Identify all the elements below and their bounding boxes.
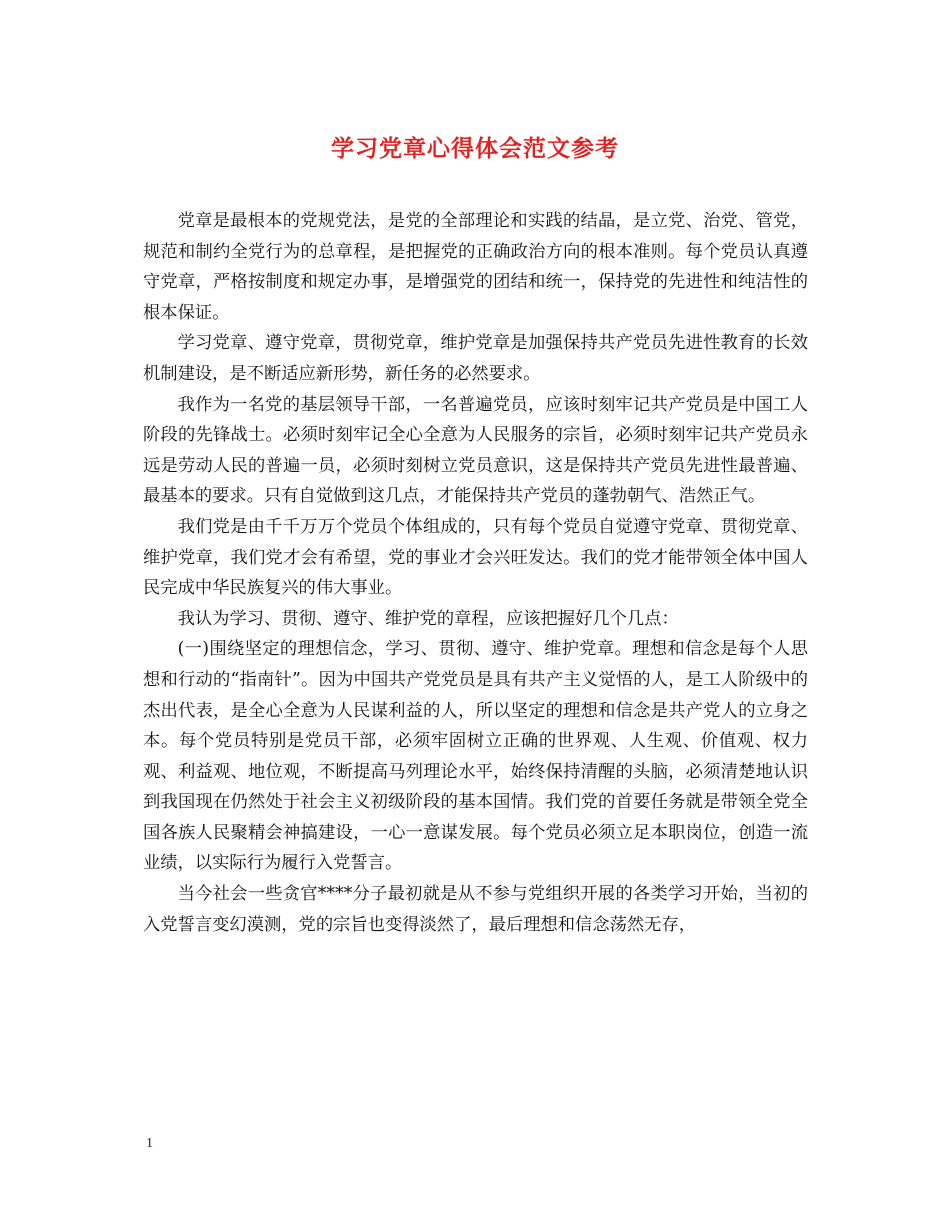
paragraph: 当今社会一些贪官****分子最初就是从不参与党组织开展的各类学习开始，当初的入党誓言变幻漠测，党的宗旨也变得淡然了，最后理想和信念荡然无存， bbox=[143, 884, 808, 935]
paragraph: 党章是最根本的党规党法，是党的全部理论和实践的结晶，是立党、治党、管党，规范和制约全党行为的总章程，是把握党的正确政治方向的根本准则。每个党员认真遵守党章，严格按制度和规定办事，是增强党的团结和统一，保持党的先进性和纯洁性的根本保证。 bbox=[143, 211, 808, 323]
document-body bbox=[143, 206, 808, 940]
paragraph: 我作为一名党的基层领导干部，一名普遍党员，应该时刻牢记共产党员是中国工人阶段的先锋战士。必须时刻牢记全心全意为人民服务的宗旨，必须时刻牢记共产党员永远是劳动人民的普遍一员，必须时刻树立党员意识，这是保持共产党员先进性最普遍、最基本的要求。只有自觉做到这几点，才能保持共产党员的蓬勃朝气、浩然正气。 bbox=[143, 394, 808, 507]
document-title: 学习党章心得体会范文参考 bbox=[331, 136, 619, 162]
paragraph: 学习党章、遵守党章，贯彻党章，维护党章是加强保持共产党员先进性教育的长效机制建设，是不断适应新形势，新任务的必然要求。 bbox=[143, 333, 808, 384]
paragraph: 我认为学习、贯彻、遵守、维护党的章程，应该把握好几个几点： bbox=[177, 608, 679, 629]
paragraph: 我们党是由千千万万个党员个体组成的，只有每个党员自觉遵守党章、贯彻党章、维护党章，我们党才会有希望，党的事业才会兴旺发达。我们的党才能带领全体中国人民完成中华民族复兴的伟大事业。 bbox=[143, 516, 808, 599]
page-number: 1 bbox=[146, 1136, 153, 1151]
paragraph: (一)围绕坚定的理想信念，学习、贯彻、遵守、维护党章。理想和信念是每个人思想和行动的“指南针”。因为中国共产党党员是具有共产主义觉悟的人，是工人阶级中的杰出代表，是全心全意为人民谋利益的人，所以坚定的理想和信念是共产党人的立身之本。每个党员特别是党员干部，必须牢固树立正确的世界观、人生观、价值观、权力观、利益观、地位观，不断提高马列理论水平，始终保持清醒的头脑，必须清楚地认识到我国现在仍然处于社会主义初级阶段的基本国情。我们党的首要任务就是带领全党全国各族人民聚精会神搞建设，一心一意谋发展。每个党员必须立足本职岗位，创造一流业绩，以实际行为履行入党誓言。 bbox=[143, 639, 808, 874]
